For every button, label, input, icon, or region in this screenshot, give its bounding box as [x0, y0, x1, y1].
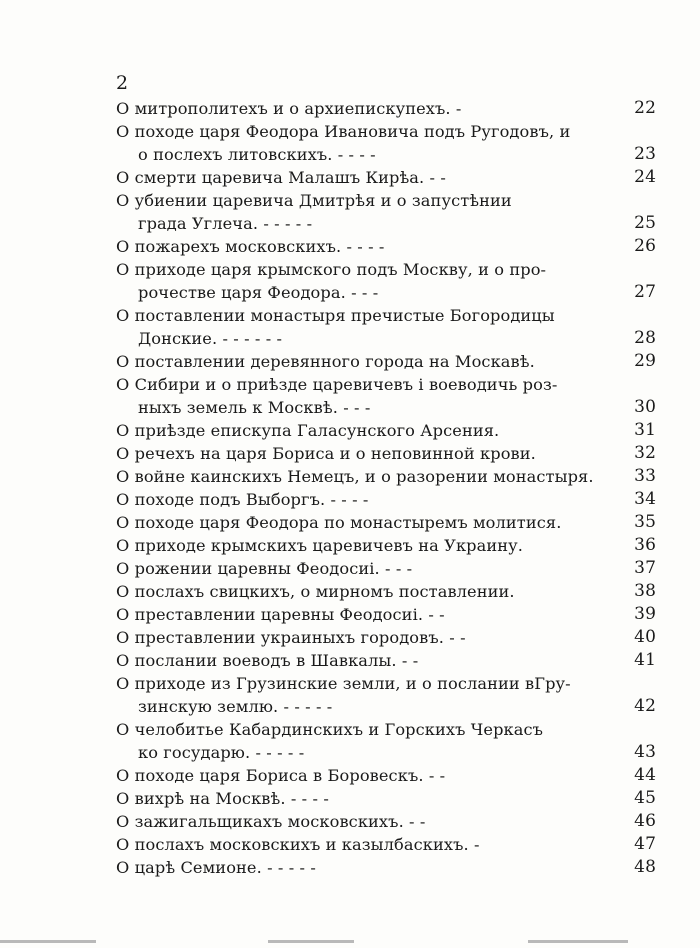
toc-entry-page-number: 28 — [634, 328, 656, 348]
toc-entry-line: О челобитье Кабардинскихъ и Горскихъ Черкасъ — [116, 720, 544, 739]
toc-entry — [116, 764, 656, 787]
toc-entry-page-number: 39 — [634, 604, 656, 624]
toc-entry — [116, 488, 656, 511]
page-number: 2 — [116, 72, 129, 94]
toc-entry — [116, 465, 656, 488]
toc-entry-title — [116, 419, 618, 442]
toc-entry — [116, 557, 656, 580]
toc-entry — [116, 419, 656, 442]
toc-entry — [116, 718, 656, 764]
toc-entry — [116, 97, 656, 120]
toc-entry-page-number: 48 — [634, 857, 656, 877]
toc-entry-title — [116, 833, 618, 856]
toc-entry-continuation-line: рочестве царя Феодора. - - - — [138, 283, 379, 302]
toc-entry — [116, 442, 656, 465]
toc-entry-line: О приходе из Грузинские земли, и о послании вГру- — [116, 674, 571, 693]
toc-entry-title — [116, 649, 618, 672]
toc-entry-page-number: 34 — [634, 489, 656, 509]
toc-entry-continuation-line: о послехъ литовскихъ. - - - - — [138, 145, 376, 164]
toc-entry — [116, 534, 656, 557]
toc-entry — [116, 580, 656, 603]
bottom-rule-center — [268, 940, 354, 943]
toc-entry-page-number: 37 — [634, 558, 656, 578]
toc-entry-line: О Сибири и о приѣзде царевичевъ і воеводичь роз- — [116, 375, 558, 394]
toc-entry-page-number: 41 — [634, 650, 656, 670]
toc-entry-continuation-line: зинскую землю. - - - - - — [138, 697, 333, 716]
toc-entry-title — [116, 810, 618, 833]
toc-entry — [116, 235, 656, 258]
toc-entry-title — [116, 373, 618, 419]
toc-entry-line: О послании воеводъ в Шавкалы. - - — [116, 651, 419, 670]
toc-entry-line: О пожарехъ московскихъ. - - - - — [116, 237, 385, 256]
toc-entry-line: О преставлении царевны Феодосиі. - - — [116, 605, 445, 624]
toc-entry — [116, 258, 656, 304]
toc-entry-line: О убиении царевича Дмитрѣя и о запустѣнии — [116, 191, 512, 210]
toc-entry-title — [116, 235, 618, 258]
toc-entry-line: О рожении царевны Феодосиі. - - - — [116, 559, 413, 578]
toc-entry-page-number: 46 — [634, 811, 656, 831]
toc-entry-title — [116, 465, 618, 488]
toc-entry-title — [116, 97, 618, 120]
toc-entry-line: О приходе царя крымского подъ Москву, и о про- — [116, 260, 547, 279]
toc-entry-page-number: 29 — [634, 351, 656, 371]
toc-entry-continuation-line: Донские. - - - - - - — [138, 329, 283, 348]
toc-entry-title — [116, 534, 618, 557]
toc-entry-page-number: 43 — [634, 742, 656, 762]
toc-entry-page-number: 45 — [634, 788, 656, 808]
toc-entry-title — [116, 488, 618, 511]
toc-entry-title — [116, 258, 618, 304]
toc-entry-page-number: 26 — [634, 236, 656, 256]
toc-entry-title — [116, 626, 618, 649]
toc-entry — [116, 304, 656, 350]
toc-entry — [116, 626, 656, 649]
toc-entry-continuation-line: ко государю. - - - - - — [138, 743, 305, 762]
toc-entry-continuation-line: града Углеча. - - - - - — [138, 214, 313, 233]
toc-entry-line: О приѣзде епискупа Галасунского Арсения. — [116, 421, 500, 440]
table-of-contents — [116, 97, 656, 879]
toc-entry — [116, 373, 656, 419]
toc-entry-line: О поставлении монастыря пречистые Богородицы — [116, 306, 555, 325]
toc-entry-title — [116, 718, 618, 764]
toc-entry — [116, 672, 656, 718]
toc-entry-page-number: 22 — [634, 98, 656, 118]
toc-entry-page-number: 38 — [634, 581, 656, 601]
toc-entry-line: О поставлении деревянного города на Москавѣ. — [116, 352, 535, 371]
bottom-rule-left — [0, 940, 96, 943]
toc-entry-title — [116, 442, 618, 465]
toc-entry — [116, 511, 656, 534]
toc-entry-title — [116, 166, 618, 189]
toc-entry-continuation-line: ныхъ земель к Москвѣ. - - - — [138, 398, 371, 417]
toc-entry — [116, 166, 656, 189]
toc-entry-page-number: 32 — [634, 443, 656, 463]
toc-entry-page-number: 42 — [634, 696, 656, 716]
toc-entry-page-number: 23 — [634, 144, 656, 164]
toc-entry — [116, 189, 656, 235]
toc-entry-page-number: 33 — [634, 466, 656, 486]
toc-entry-title — [116, 787, 618, 810]
toc-entry-page-number: 30 — [634, 397, 656, 417]
toc-entry — [116, 833, 656, 856]
toc-entry-title — [116, 304, 618, 350]
bottom-rule-right — [528, 940, 628, 943]
toc-entry-line: О зажигальщикахъ московскихъ. - - — [116, 812, 426, 831]
toc-entry — [116, 649, 656, 672]
toc-entry-title — [116, 511, 618, 534]
toc-entry — [116, 603, 656, 626]
toc-entry-line: О смерти царевича Малашъ Кирѣа. - - — [116, 168, 446, 187]
toc-entry-page-number: 31 — [634, 420, 656, 440]
toc-entry-title — [116, 120, 618, 166]
toc-entry-title — [116, 764, 618, 787]
toc-entry-title — [116, 350, 618, 373]
toc-entry-title — [116, 189, 618, 235]
toc-entry-page-number: 44 — [634, 765, 656, 785]
toc-entry-line: О речехъ на царя Бориса и о неповинной крови. — [116, 444, 536, 463]
toc-entry-line: О приходе крымскихъ царевичевъ на Украину. — [116, 536, 524, 555]
toc-entry — [116, 856, 656, 879]
toc-entry-page-number: 40 — [634, 627, 656, 647]
toc-entry-line: О походе царя Феодора по монастыремъ молитися. — [116, 513, 562, 532]
toc-entry — [116, 810, 656, 833]
toc-entry-page-number: 27 — [634, 282, 656, 302]
toc-entry-title — [116, 603, 618, 626]
toc-entry-line: О преставлении украиныхъ городовъ. - - — [116, 628, 466, 647]
toc-entry-title — [116, 672, 618, 718]
toc-entry-page-number: 25 — [634, 213, 656, 233]
toc-entry-title — [116, 557, 618, 580]
toc-entry-line: О войне каинскихъ Немецъ, и о разорении монастыря. — [116, 467, 594, 486]
toc-entry-line: О послахъ свицкихъ, о мирномъ поставлении. — [116, 582, 515, 601]
toc-entry-page-number: 35 — [634, 512, 656, 532]
toc-entry-page-number: 36 — [634, 535, 656, 555]
toc-entry-line: О послахъ московскихъ и казылбаскихъ. - — [116, 835, 480, 854]
toc-entry — [116, 120, 656, 166]
toc-entry-line: О митрополитехъ и о архиепискупехъ. - — [116, 99, 462, 118]
toc-entry-line: О царѣ Семионе. - - - - - — [116, 858, 316, 877]
toc-entry-page-number: 47 — [634, 834, 656, 854]
toc-entry-title — [116, 580, 618, 603]
toc-entry — [116, 350, 656, 373]
toc-entry-line: О походе царя Бориса в Боровескъ. - - — [116, 766, 446, 785]
toc-entry-title — [116, 856, 618, 879]
toc-entry-line: О походе царя Феодора Ивановича подъ Ругодовъ, и — [116, 122, 571, 141]
toc-entry-page-number: 24 — [634, 167, 656, 187]
toc-entry-line: О походе подъ Выборгъ. - - - - — [116, 490, 369, 509]
toc-entry-line: О вихрѣ на Москвѣ. - - - - — [116, 789, 329, 808]
toc-entry — [116, 787, 656, 810]
